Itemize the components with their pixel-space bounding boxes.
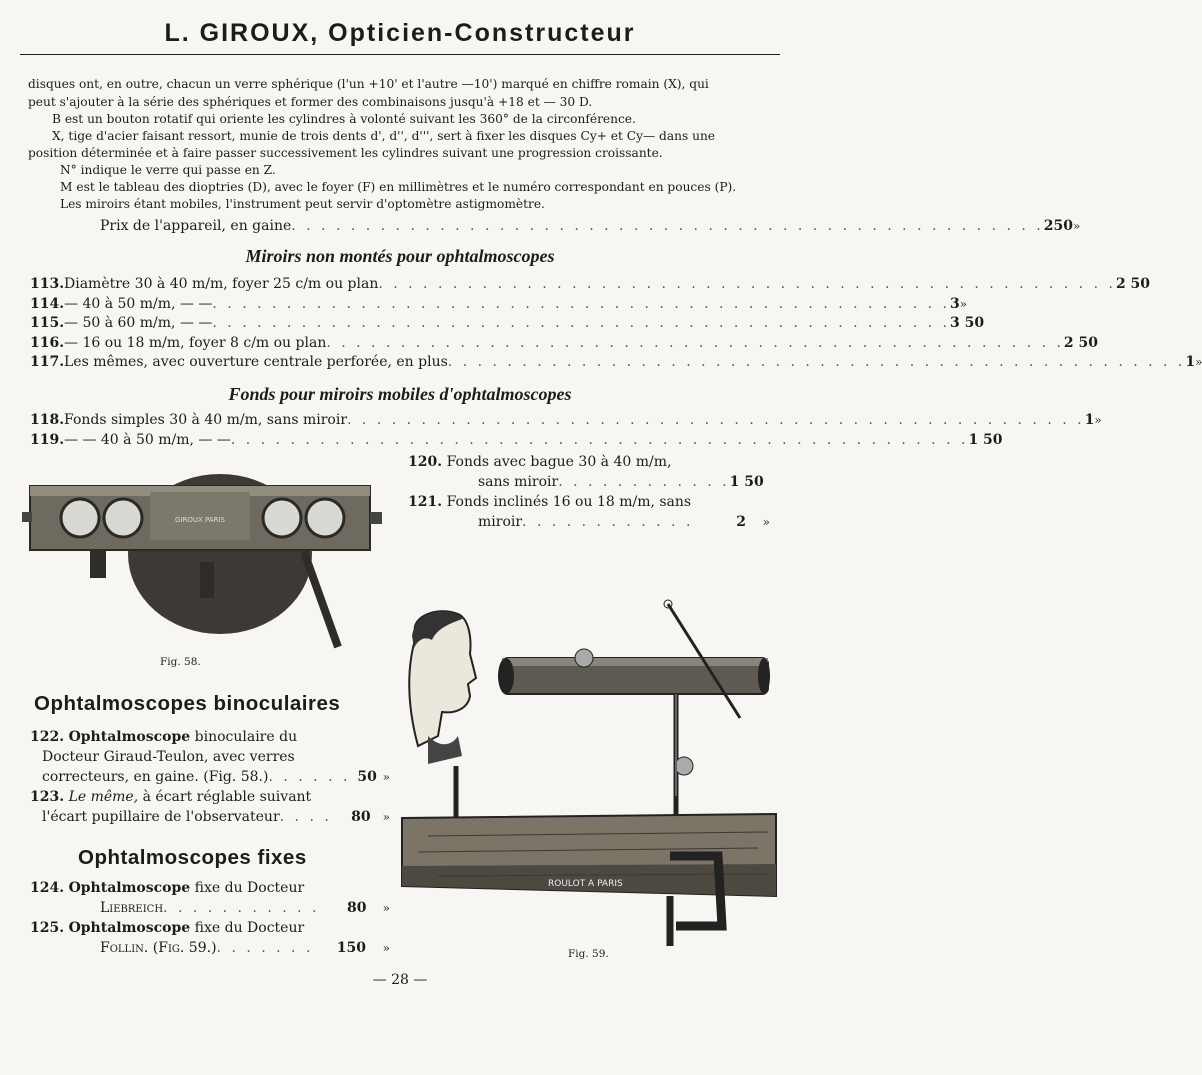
item-123-line1	[30, 787, 311, 807]
leader-dots: . . . . . . . . . . . . . . . . . . . . . . . . . . . . . . . . . . . . . . . . . . . . . . . . . .	[212, 315, 950, 331]
item-text: Follin. (Fig. 59.)	[100, 940, 217, 956]
list-item	[30, 294, 968, 314]
item-unit: »	[382, 901, 390, 915]
item-text: — 50 à 60 m/m, — —	[64, 315, 213, 331]
leader-dots: . . . . . .	[268, 769, 351, 785]
item-121-line2	[478, 512, 770, 532]
item-text: miroir	[478, 514, 523, 530]
section-title-miroirs: Miroirs non montés pour ophtalmoscopes	[245, 246, 555, 266]
header-title: L. GIROUX, Opticien-Constructeur	[164, 19, 636, 47]
leader-dots: . . . . . . . . . . . . . . . . . . . . . . . . . . . . . . . . . . . . . . . . . . . . . . . . . .	[212, 295, 950, 312]
section-title-binoculaires: Ophtalmoscopes binoculaires	[34, 692, 341, 715]
item-text: — 16 ou 18 m/m, foyer 8 c/m ou plan	[64, 334, 327, 351]
leader-dots: . . . . . . . . . . .	[163, 900, 320, 916]
item-122-line1	[30, 727, 297, 747]
item-124-line1	[30, 878, 304, 898]
page-header	[20, 14, 780, 55]
item-unit: »	[959, 296, 968, 311]
item-price: 1	[1185, 354, 1196, 370]
leader-dots: . . . . . . . . . . . . . . . . . . . . . . . . . . . . . . . . . . . . . . . . . . . . . . . . . . .	[291, 218, 1044, 234]
item-text: — — 40 à 50 m/m, — —	[64, 432, 231, 448]
item-price: 50	[357, 769, 377, 785]
item-123-line2	[42, 807, 390, 827]
item-unit: »	[382, 941, 390, 955]
item-text: fixe du Docteur	[194, 880, 305, 896]
item-price: 1 50	[968, 432, 1003, 448]
item-number: 116.	[30, 334, 65, 351]
item-number: 121.	[408, 494, 443, 510]
item-name: Ophtalmoscope	[68, 920, 191, 936]
item-number: 119.	[30, 432, 65, 448]
item-price: 2	[736, 514, 746, 530]
intro-line: position déterminée et à faire passer successivement les cylindres suivant une progression croissante.	[28, 146, 663, 160]
binocular-ophthalmoscope-illustration	[20, 462, 390, 662]
item-number: 118.	[30, 412, 65, 428]
intro-line: peut s'ajouter à la série des sphériques et former des combinaisons jusqu'à +18 et — 30 D.	[28, 95, 593, 109]
item-text: Fonds avec bague 30 à 40 m/m,	[446, 454, 672, 470]
item-number: 123.	[30, 789, 65, 805]
item-text: à écart réglable suivant	[142, 789, 312, 805]
item-text: l'écart pupillaire de l'observateur	[42, 809, 280, 825]
leader-dots: . . . . . . . . . . . .	[522, 514, 694, 530]
intro-line: Les miroirs étant mobiles, l'instrument peut servir d'optomètre astigmomètre.	[60, 197, 545, 211]
item-price: 1	[1084, 412, 1095, 428]
item-unit: »	[1195, 355, 1202, 369]
leader-dots: . . . . . . . . . . . . . . . . . . . . . . . . . . . . . . . . . . . . . . . . . . . . . . . . . .	[347, 412, 1085, 428]
item-text: sans miroir	[478, 474, 559, 490]
item-text: Fonds simples 30 à 40 m/m, sans miroir	[64, 412, 348, 428]
item-122-line3	[42, 767, 390, 787]
item-price: 80	[347, 900, 367, 916]
item-120-line2	[478, 472, 770, 492]
leader-dots: . . . . . . . . . . . . . . . . . . . . . . . . . . . . . . . . . . . . . . . . . . . . . . . . . .	[230, 432, 969, 448]
list-item	[30, 313, 985, 333]
leader-dots: . . . . . . . . . . . . . . . . . . . . . . . . . . . . . . . . . . . . . . . . . . . . . . . . . .	[326, 334, 1064, 351]
item-number: 125.	[30, 920, 65, 936]
item-number: 115.	[30, 315, 65, 331]
item-unit: »	[382, 770, 390, 784]
leader-dots: . . . .	[279, 809, 332, 825]
intro-line: disques ont, en outre, chacun un verre sphérique (l'un +10' et l'autre —10') marqué en chiffre romain (X), qui	[28, 77, 709, 91]
item-number: 120.	[408, 454, 443, 470]
fig-58-caption: Fig. 58.	[160, 656, 201, 668]
page-number: — 28 —	[372, 972, 428, 988]
item-124-line2	[100, 898, 390, 918]
leader-dots: . . . . . . . . . . . . . . . . . . . . . . . . . . . . . . . . . . . . . . . . . . . . . . . . . .	[378, 276, 1116, 292]
price-label: Prix de l'appareil, en gaine	[100, 218, 292, 234]
item-125-line1	[30, 918, 304, 938]
item-number: 114.	[30, 295, 65, 312]
item-price: 2 50	[1063, 334, 1099, 351]
intro-line: X, tige d'acier faisant ressort, munie de trois dents d', d'', d''', sert à fixer les disques Cy+ et Cy— dans une	[52, 129, 716, 143]
price-unit: »	[1072, 219, 1081, 233]
item-name: Le même,	[68, 789, 139, 805]
item-name: Ophtalmoscope	[68, 729, 191, 745]
fig-59-caption: Fig. 59.	[568, 948, 609, 960]
item-number: 122.	[30, 729, 65, 745]
item-number: 117.	[30, 354, 65, 370]
item-unit	[764, 472, 770, 492]
item-price: 1 50	[729, 474, 764, 490]
intro-price-row	[100, 216, 1081, 236]
item-price: 150	[336, 940, 366, 956]
item-price: 3 50	[949, 315, 985, 331]
list-item	[30, 410, 1102, 430]
item-text: Fonds inclinés 16 ou 18 m/m, sans	[446, 494, 692, 510]
engraving-text: GIROUX PARIS	[175, 516, 225, 524]
leader-dots: . . . . . . .	[216, 940, 314, 956]
item-price: 3	[949, 295, 960, 312]
intro-line: N° indique le verre qui passe en Z.	[60, 163, 276, 177]
item-number: 124.	[30, 880, 65, 896]
item-text: Diamètre 30 à 40 m/m, foyer 25 c/m ou plan	[64, 276, 379, 292]
intro-line: M est le tableau des dioptries (D), avec le foyer (F) en millimètres et le numéro correspondant en pouces (P).	[60, 180, 737, 194]
item-122-line2: Docteur Giraud-Teulon, avec verres	[42, 749, 295, 765]
item-text: — 40 à 50 m/m, — —	[64, 295, 213, 312]
list-item	[30, 430, 1003, 450]
item-text: Liebreich	[100, 900, 164, 916]
item-text: fixe du Docteur	[194, 920, 305, 936]
section-title-fonds: Fonds pour miroirs mobiles d'ophtalmoscopes	[228, 384, 572, 404]
engraving-text: ROULOT A PARIS	[548, 879, 623, 889]
section-title-fixes: Ophtalmoscopes fixes	[78, 846, 307, 869]
fixed-ophthalmoscope-illustration	[398, 596, 778, 956]
item-unit: »	[382, 810, 390, 824]
item-unit: »	[762, 515, 770, 529]
item-text: correcteurs, en gaine. (Fig. 58.)	[42, 769, 269, 785]
item-name: Ophtalmoscope	[68, 880, 191, 896]
item-unit: »	[1094, 413, 1102, 427]
list-item	[30, 352, 1202, 372]
item-text: Les mêmes, avec ouverture centrale perforée, en plus	[64, 354, 448, 370]
leader-dots: . . . . . . . . . . . .	[558, 474, 730, 490]
price-value: 250	[1043, 218, 1073, 234]
item-price: 80	[351, 809, 371, 825]
leader-dots: . . . . . . . . . . . . . . . . . . . . . . . . . . . . . . . . . . . . . . . . . . . . . . . . . .	[447, 354, 1186, 370]
intro-line: B est un bouton rotatif qui oriente les cylindres à volonté suivant les 360° de la circonférence.	[52, 112, 636, 126]
item-text: binoculaire du	[194, 729, 298, 745]
item-number: 113.	[30, 276, 65, 292]
item-125-line2	[100, 938, 390, 958]
item-121-line1	[408, 492, 691, 512]
list-item	[30, 333, 1099, 353]
item-price: 2 50	[1115, 276, 1151, 292]
item-120-line1	[408, 452, 671, 472]
list-item	[30, 274, 1151, 294]
